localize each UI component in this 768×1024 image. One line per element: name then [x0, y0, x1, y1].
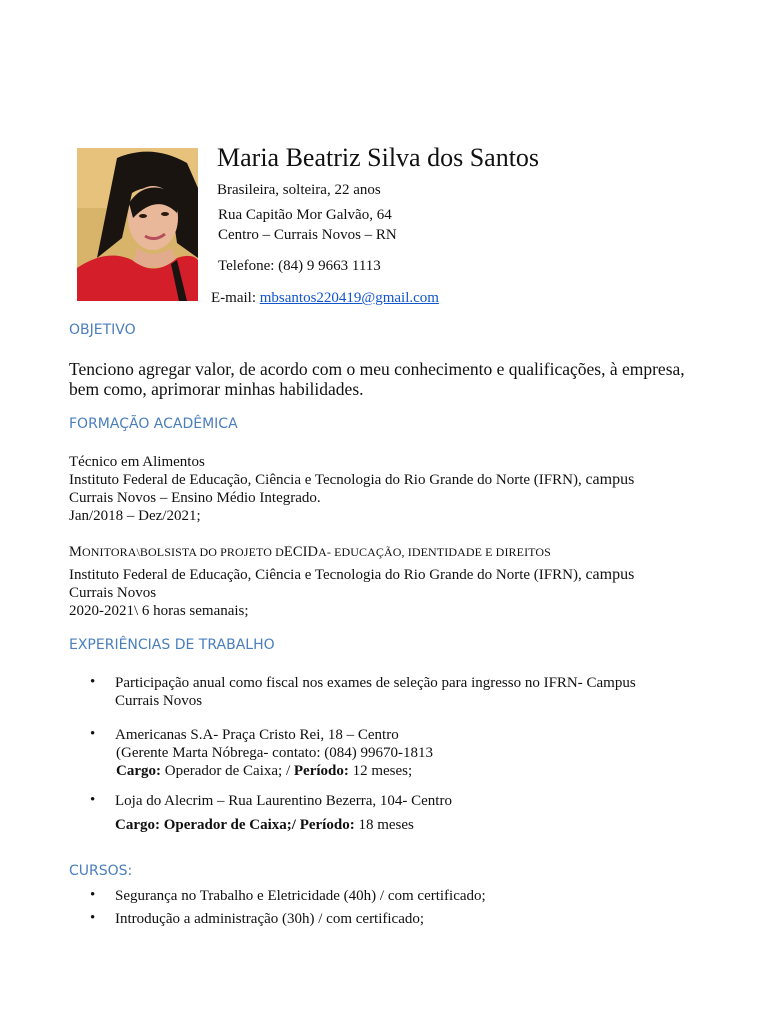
project-title-initial: M	[69, 544, 82, 560]
email-line	[211, 290, 439, 307]
campus-detail: Currais Novos	[69, 585, 157, 601]
experience-item-2	[115, 726, 433, 780]
project-title-part-1: ONITORA\BOLSISTA DO PROJETO D	[82, 545, 284, 559]
education-entry-2	[69, 566, 634, 620]
experience-item-1	[115, 674, 636, 710]
objective-heading: OBJETIVO	[69, 322, 136, 338]
experience-heading: EXPERIÊNCIAS DE TRABALHO	[69, 637, 275, 653]
experience-item-1-line-1: Participação anual como fiscal nos exames de seleção para ingresso no IFRN- Campus	[115, 675, 636, 691]
campus-word: campus	[585, 471, 635, 488]
education-heading: FORMAÇÃO ACADÊMICA	[69, 416, 238, 432]
address-line-1: Rua Capitão Mor Galvão, 64	[218, 207, 392, 223]
bullet-icon: •	[90, 726, 96, 742]
project-title-d: D	[307, 544, 319, 560]
project-title-part-2: A- EDUCAÇÃO, IDENTIDADE E DIREITOS	[318, 545, 551, 559]
institution-name: Instituto Federal de Educação, Ciência e Tecnologia do Rio Grande do Norte (IFRN),	[69, 472, 586, 488]
courses-heading: CURSOS:	[69, 863, 133, 879]
period-value: 18 meses	[354, 817, 414, 833]
role-label: Cargo:	[116, 763, 161, 779]
period: 2020-2021\ 6 horas semanais;	[69, 603, 249, 619]
bullet-icon: •	[90, 910, 96, 926]
course-item: Segurança no Trabalho e Eletricidade (40h) / com certificado;	[115, 888, 486, 904]
profile-photo	[77, 148, 198, 301]
objective-text: Tenciono agregar valor, de acordo com o meu conhecimento e qualificações, à empresa, bem como, aprimorar minhas habilidades.	[69, 359, 685, 399]
project-title-e: E	[283, 544, 293, 560]
course-item: Introdução a administração (30h) / com certificado;	[115, 911, 425, 927]
candidate-name: Maria Beatriz Silva dos Santos	[217, 143, 540, 172]
experience-item-3-line-1: Loja do Alecrim – Rua Laurentino Bezerra, 104- Centro	[115, 793, 452, 809]
period-label: Período:	[293, 763, 349, 779]
period: Jan/2018 – Dez/2021;	[69, 508, 201, 524]
bullet-icon: •	[90, 887, 96, 903]
bullet-icon: •	[90, 674, 96, 690]
period-value: 12 meses;	[348, 763, 413, 779]
email-label: E-mail:	[211, 290, 260, 306]
course-title: Técnico em Alimentos	[69, 454, 205, 470]
project-title-ci: CI	[292, 544, 308, 560]
education-entry-1	[69, 453, 634, 525]
address-line-2: Centro – Currais Novos – RN	[218, 227, 397, 243]
role-value: Operador de Caixa; /	[161, 763, 294, 779]
institution-line	[69, 471, 634, 489]
experience-item-2-role	[115, 762, 433, 780]
email-link[interactable]: mbsantos220419@gmail.com	[259, 290, 439, 306]
personal-info: Brasileira, solteira, 22 anos	[217, 182, 381, 198]
project-title	[69, 544, 551, 561]
experience-item-3	[115, 792, 452, 810]
institution-name: Instituto Federal de Educação, Ciência e Tecnologia do Rio Grande do Norte (IFRN),	[69, 567, 586, 583]
experience-item-3-role	[115, 816, 414, 834]
experience-item-2-line-2: (Gerente Marta Nóbrega- contato: (084) 99670-1813	[116, 745, 433, 761]
bullet-icon: •	[90, 792, 96, 808]
role-label: Cargo: Operador de Caixa;/ Período:	[115, 817, 355, 833]
campus-word: campus	[585, 566, 635, 583]
experience-item-1-line-2: Currais Novos	[115, 693, 203, 709]
experience-item-2-line-1: Americanas S.A- Praça Cristo Rei, 18 – Centro	[115, 727, 399, 743]
institution-line	[69, 566, 634, 584]
phone: Telefone: (84) 9 9663 1113	[218, 258, 381, 274]
campus-detail: Currais Novos – Ensino Médio Integrado.	[69, 490, 321, 506]
